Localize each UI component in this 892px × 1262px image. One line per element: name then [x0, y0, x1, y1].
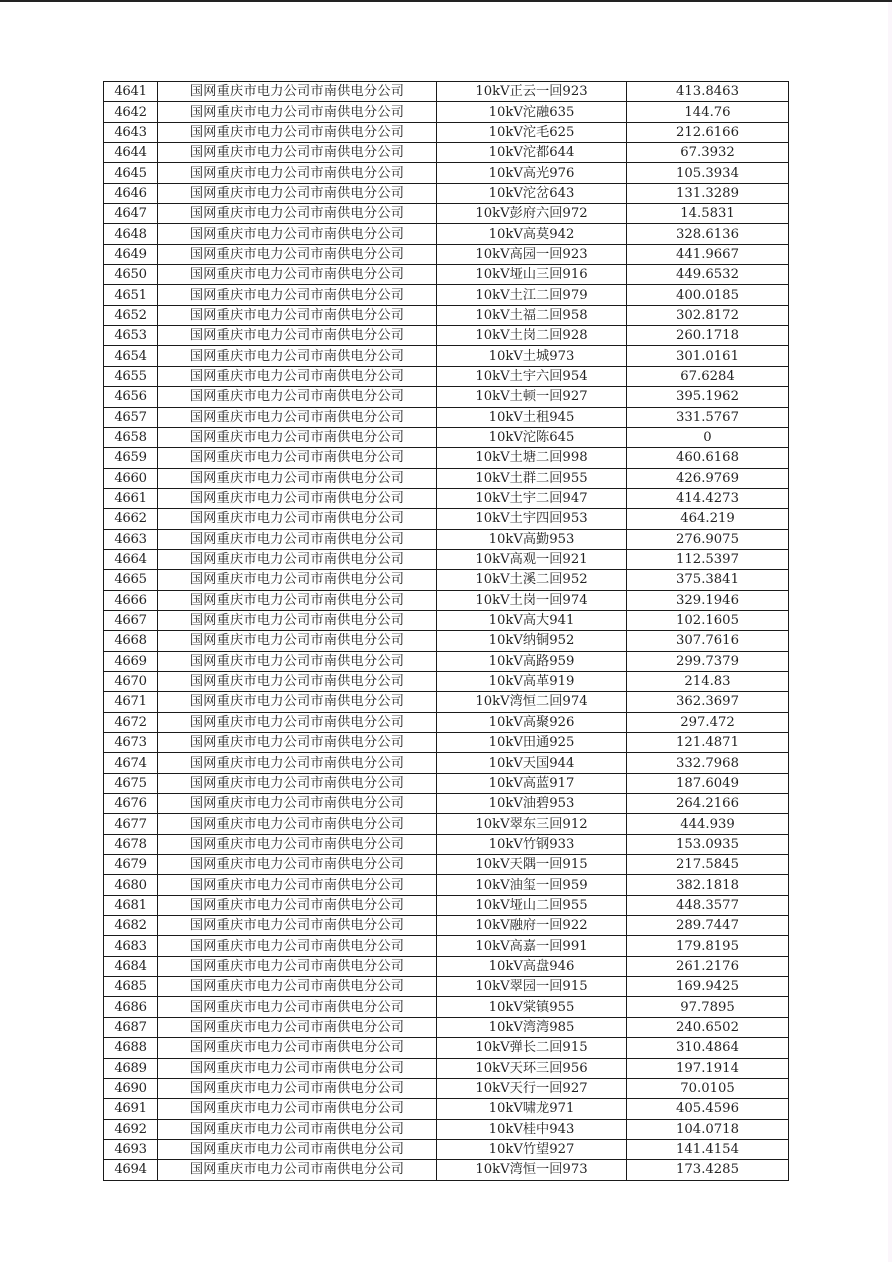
row-number-cell: 4676 [104, 794, 158, 814]
line-name-cell: 10kV啸龙971 [437, 1099, 627, 1119]
value-cell: 441.9667 [627, 244, 789, 264]
company-cell: 国网重庆市电力公司市南供电分公司 [158, 936, 437, 956]
row-number-cell: 4668 [104, 631, 158, 651]
value-cell: 310.4864 [627, 1038, 789, 1058]
row-number-cell: 4657 [104, 407, 158, 427]
row-number-cell: 4647 [104, 204, 158, 224]
table-row [104, 712, 789, 732]
line-name-cell: 10kV天国944 [437, 753, 627, 773]
row-number-cell: 4689 [104, 1058, 158, 1078]
company-cell: 国网重庆市电力公司市南供电分公司 [158, 855, 437, 875]
value-cell: 153.0935 [627, 834, 789, 854]
company-cell: 国网重庆市电力公司市南供电分公司 [158, 102, 437, 122]
company-cell: 国网重庆市电力公司市南供电分公司 [158, 529, 437, 549]
row-number-cell: 4653 [104, 326, 158, 346]
value-cell: 70.0105 [627, 1078, 789, 1098]
row-number-cell: 4652 [104, 305, 158, 325]
row-number-cell: 4671 [104, 692, 158, 712]
value-cell: 297.472 [627, 712, 789, 732]
company-cell: 国网重庆市电力公司市南供电分公司 [158, 712, 437, 732]
table-row [104, 733, 789, 753]
row-number-cell: 4661 [104, 488, 158, 508]
company-cell: 国网重庆市电力公司市南供电分公司 [158, 224, 437, 244]
line-name-cell: 10kV彭府六回972 [437, 204, 627, 224]
line-name-cell: 10kV高光976 [437, 163, 627, 183]
line-name-cell: 10kV高革919 [437, 671, 627, 691]
company-cell: 国网重庆市电力公司市南供电分公司 [158, 549, 437, 569]
value-cell: 276.9075 [627, 529, 789, 549]
company-cell: 国网重庆市电力公司市南供电分公司 [158, 794, 437, 814]
row-number-cell: 4644 [104, 143, 158, 163]
line-name-cell: 10kV油玺一回959 [437, 875, 627, 895]
line-name-cell: 10kV桂中943 [437, 1119, 627, 1139]
line-name-cell: 10kV正云一回923 [437, 82, 627, 102]
company-cell: 国网重庆市电力公司市南供电分公司 [158, 733, 437, 753]
value-cell: 197.1914 [627, 1058, 789, 1078]
company-cell: 国网重庆市电力公司市南供电分公司 [158, 509, 437, 529]
company-cell: 国网重庆市电力公司市南供电分公司 [158, 651, 437, 671]
company-cell: 国网重庆市电力公司市南供电分公司 [158, 1119, 437, 1139]
row-number-cell: 4673 [104, 733, 158, 753]
company-cell: 国网重庆市电力公司市南供电分公司 [158, 326, 437, 346]
line-name-cell: 10kV高园一回923 [437, 244, 627, 264]
value-cell: 97.7895 [627, 997, 789, 1017]
line-name-cell: 10kV垭山二回955 [437, 895, 627, 915]
value-cell: 405.4596 [627, 1099, 789, 1119]
table-row [104, 366, 789, 386]
table-row [104, 204, 789, 224]
table-row [104, 427, 789, 447]
value-cell: 173.4285 [627, 1160, 789, 1180]
company-cell: 国网重庆市电力公司市南供电分公司 [158, 692, 437, 712]
row-number-cell: 4680 [104, 875, 158, 895]
line-name-cell: 10kV棠镇955 [437, 997, 627, 1017]
row-number-cell: 4677 [104, 814, 158, 834]
company-cell: 国网重庆市电力公司市南供电分公司 [158, 305, 437, 325]
value-cell: 331.5767 [627, 407, 789, 427]
row-number-cell: 4674 [104, 753, 158, 773]
line-name-cell: 10kV翠东三回912 [437, 814, 627, 834]
company-cell: 国网重庆市电力公司市南供电分公司 [158, 82, 437, 102]
table-row [104, 895, 789, 915]
company-cell: 国网重庆市电力公司市南供电分公司 [158, 163, 437, 183]
row-number-cell: 4641 [104, 82, 158, 102]
company-cell: 国网重庆市电力公司市南供电分公司 [158, 346, 437, 366]
value-cell: 289.7447 [627, 916, 789, 936]
line-name-cell: 10kV土岗二回928 [437, 326, 627, 346]
row-number-cell: 4667 [104, 610, 158, 630]
value-cell: 67.6284 [627, 366, 789, 386]
table-row [104, 102, 789, 122]
company-cell: 国网重庆市电力公司市南供电分公司 [158, 448, 437, 468]
table-row [104, 671, 789, 691]
value-cell: 104.0718 [627, 1119, 789, 1139]
row-number-cell: 4658 [104, 427, 158, 447]
value-cell: 302.8172 [627, 305, 789, 325]
company-cell: 国网重庆市电力公司市南供电分公司 [158, 1099, 437, 1119]
line-name-cell: 10kV田通925 [437, 733, 627, 753]
row-number-cell: 4663 [104, 529, 158, 549]
table-row [104, 1017, 789, 1037]
company-cell: 国网重庆市电力公司市南供电分公司 [158, 671, 437, 691]
company-cell: 国网重庆市电力公司市南供电分公司 [158, 997, 437, 1017]
row-number-cell: 4654 [104, 346, 158, 366]
page-top-border [0, 0, 892, 2]
value-cell: 382.1818 [627, 875, 789, 895]
table-row [104, 285, 789, 305]
company-cell: 国网重庆市电力公司市南供电分公司 [158, 875, 437, 895]
row-number-cell: 4681 [104, 895, 158, 915]
company-cell: 国网重庆市电力公司市南供电分公司 [158, 265, 437, 285]
value-cell: 217.5845 [627, 855, 789, 875]
table-row [104, 794, 789, 814]
line-name-cell: 10kV土江二回979 [437, 285, 627, 305]
table-row [104, 590, 789, 610]
table-row [104, 773, 789, 793]
row-number-cell: 4660 [104, 468, 158, 488]
table-row [104, 570, 789, 590]
table-row [104, 1058, 789, 1078]
value-cell: 214.83 [627, 671, 789, 691]
value-cell: 444.939 [627, 814, 789, 834]
table-row [104, 183, 789, 203]
table-row [104, 224, 789, 244]
table-row [104, 855, 789, 875]
value-cell: 14.5831 [627, 204, 789, 224]
row-number-cell: 4664 [104, 549, 158, 569]
company-cell: 国网重庆市电力公司市南供电分公司 [158, 183, 437, 203]
company-cell: 国网重庆市电力公司市南供电分公司 [158, 488, 437, 508]
row-number-cell: 4655 [104, 366, 158, 386]
table-row [104, 305, 789, 325]
value-cell: 141.4154 [627, 1139, 789, 1159]
table-row [104, 509, 789, 529]
line-name-cell: 10kV翠园一回915 [437, 977, 627, 997]
line-name-cell: 10kV弹长二回915 [437, 1038, 627, 1058]
row-number-cell: 4690 [104, 1078, 158, 1098]
line-name-cell: 10kV高路959 [437, 651, 627, 671]
table-row [104, 488, 789, 508]
value-cell: 426.9769 [627, 468, 789, 488]
table-row [104, 468, 789, 488]
line-name-cell: 10kV湾恒二回974 [437, 692, 627, 712]
value-cell: 400.0185 [627, 285, 789, 305]
value-cell: 144.76 [627, 102, 789, 122]
line-name-cell: 10kV沱融635 [437, 102, 627, 122]
table-row [104, 1038, 789, 1058]
line-name-cell: 10kV湾恒一回973 [437, 1160, 627, 1180]
line-name-cell: 10kV高观一回921 [437, 549, 627, 569]
line-name-cell: 10kV土宇二回947 [437, 488, 627, 508]
table-row [104, 122, 789, 142]
table-row [104, 346, 789, 366]
row-number-cell: 4686 [104, 997, 158, 1017]
row-number-cell: 4645 [104, 163, 158, 183]
line-name-cell: 10kV高勤953 [437, 529, 627, 549]
line-name-cell: 10kV土顿一回927 [437, 387, 627, 407]
table-row [104, 610, 789, 630]
company-cell: 国网重庆市电力公司市南供电分公司 [158, 1078, 437, 1098]
value-cell: 329.1946 [627, 590, 789, 610]
value-cell: 112.5397 [627, 549, 789, 569]
line-name-cell: 10kV融府一回922 [437, 916, 627, 936]
line-name-cell: 10kV沱都644 [437, 143, 627, 163]
row-number-cell: 4679 [104, 855, 158, 875]
company-cell: 国网重庆市电力公司市南供电分公司 [158, 814, 437, 834]
value-cell: 395.1962 [627, 387, 789, 407]
table-row [104, 651, 789, 671]
table-row [104, 244, 789, 264]
row-number-cell: 4650 [104, 265, 158, 285]
company-cell: 国网重庆市电力公司市南供电分公司 [158, 1038, 437, 1058]
row-number-cell: 4665 [104, 570, 158, 590]
table-row [104, 631, 789, 651]
line-name-cell: 10kV沱毛625 [437, 122, 627, 142]
value-cell: 413.8463 [627, 82, 789, 102]
value-cell: 375.3841 [627, 570, 789, 590]
table-row [104, 407, 789, 427]
value-cell: 67.3932 [627, 143, 789, 163]
value-cell: 212.6166 [627, 122, 789, 142]
value-cell: 131.3289 [627, 183, 789, 203]
row-number-cell: 4678 [104, 834, 158, 854]
table-row [104, 82, 789, 102]
table-row [104, 916, 789, 936]
company-cell: 国网重庆市电力公司市南供电分公司 [158, 916, 437, 936]
value-cell: 448.3577 [627, 895, 789, 915]
value-cell: 261.2176 [627, 956, 789, 976]
table-row [104, 977, 789, 997]
company-cell: 国网重庆市电力公司市南供电分公司 [158, 1058, 437, 1078]
line-name-cell: 10kV高蓝917 [437, 773, 627, 793]
company-cell: 国网重庆市电力公司市南供电分公司 [158, 366, 437, 386]
row-number-cell: 4691 [104, 1099, 158, 1119]
line-name-cell: 10kV沱陈645 [437, 427, 627, 447]
company-cell: 国网重庆市电力公司市南供电分公司 [158, 956, 437, 976]
line-name-cell: 10kV高聚926 [437, 712, 627, 732]
line-name-cell: 10kV高大941 [437, 610, 627, 630]
row-number-cell: 4683 [104, 936, 158, 956]
line-name-cell: 10kV湾湾985 [437, 1017, 627, 1037]
value-cell: 240.6502 [627, 1017, 789, 1037]
line-name-cell: 10kV竹钢933 [437, 834, 627, 854]
line-name-cell: 10kV土群二回955 [437, 468, 627, 488]
line-name-cell: 10kV土宇四回953 [437, 509, 627, 529]
company-cell: 国网重庆市电力公司市南供电分公司 [158, 834, 437, 854]
line-name-cell: 10kV土福二回958 [437, 305, 627, 325]
line-name-cell: 10kV天环三回956 [437, 1058, 627, 1078]
value-cell: 299.7379 [627, 651, 789, 671]
row-number-cell: 4659 [104, 448, 158, 468]
table-row [104, 1139, 789, 1159]
line-name-cell: 10kV天隅一回915 [437, 855, 627, 875]
row-number-cell: 4643 [104, 122, 158, 142]
table-row [104, 997, 789, 1017]
company-cell: 国网重庆市电力公司市南供电分公司 [158, 590, 437, 610]
table-row [104, 814, 789, 834]
value-cell: 414.4273 [627, 488, 789, 508]
line-name-cell: 10kV高盘946 [437, 956, 627, 976]
company-cell: 国网重庆市电力公司市南供电分公司 [158, 143, 437, 163]
value-cell: 187.6049 [627, 773, 789, 793]
row-number-cell: 4642 [104, 102, 158, 122]
company-cell: 国网重庆市电力公司市南供电分公司 [158, 895, 437, 915]
table-row [104, 1099, 789, 1119]
row-number-cell: 4684 [104, 956, 158, 976]
table-row [104, 448, 789, 468]
company-cell: 国网重庆市电力公司市南供电分公司 [158, 204, 437, 224]
row-number-cell: 4675 [104, 773, 158, 793]
company-cell: 国网重庆市电力公司市南供电分公司 [158, 1017, 437, 1037]
row-number-cell: 4692 [104, 1119, 158, 1139]
row-number-cell: 4646 [104, 183, 158, 203]
value-cell: 169.9425 [627, 977, 789, 997]
company-cell: 国网重庆市电力公司市南供电分公司 [158, 570, 437, 590]
table-body [104, 82, 789, 1181]
value-cell: 102.1605 [627, 610, 789, 630]
line-name-cell: 10kV土租945 [437, 407, 627, 427]
row-number-cell: 4685 [104, 977, 158, 997]
page-right-edge [888, 2, 892, 1262]
line-name-cell: 10kV土岗一回974 [437, 590, 627, 610]
value-cell: 105.3934 [627, 163, 789, 183]
company-cell: 国网重庆市电力公司市南供电分公司 [158, 244, 437, 264]
company-cell: 国网重庆市电力公司市南供电分公司 [158, 610, 437, 630]
table-row [104, 956, 789, 976]
table-row [104, 265, 789, 285]
feeder-data-table [103, 81, 789, 1181]
line-name-cell: 10kV土溪二回952 [437, 570, 627, 590]
row-number-cell: 4656 [104, 387, 158, 407]
company-cell: 国网重庆市电力公司市南供电分公司 [158, 468, 437, 488]
line-name-cell: 10kV高嘉一回991 [437, 936, 627, 956]
value-cell: 362.3697 [627, 692, 789, 712]
row-number-cell: 4651 [104, 285, 158, 305]
row-number-cell: 4670 [104, 671, 158, 691]
row-number-cell: 4682 [104, 916, 158, 936]
row-number-cell: 4648 [104, 224, 158, 244]
company-cell: 国网重庆市电力公司市南供电分公司 [158, 1160, 437, 1180]
table-row [104, 753, 789, 773]
row-number-cell: 4662 [104, 509, 158, 529]
row-number-cell: 4687 [104, 1017, 158, 1037]
table-row [104, 1160, 789, 1180]
value-cell: 328.6136 [627, 224, 789, 244]
table-row [104, 326, 789, 346]
table-row [104, 834, 789, 854]
row-number-cell: 4649 [104, 244, 158, 264]
table-row [104, 1078, 789, 1098]
row-number-cell: 4669 [104, 651, 158, 671]
table-row [104, 387, 789, 407]
value-cell: 260.1718 [627, 326, 789, 346]
line-name-cell: 10kV垭山三回916 [437, 265, 627, 285]
line-name-cell: 10kV油碧953 [437, 794, 627, 814]
table-row [104, 529, 789, 549]
company-cell: 国网重庆市电力公司市南供电分公司 [158, 773, 437, 793]
table-row [104, 875, 789, 895]
value-cell: 460.6168 [627, 448, 789, 468]
line-name-cell: 10kV竹望927 [437, 1139, 627, 1159]
value-cell: 121.4871 [627, 733, 789, 753]
row-number-cell: 4666 [104, 590, 158, 610]
line-name-cell: 10kV土城973 [437, 346, 627, 366]
company-cell: 国网重庆市电力公司市南供电分公司 [158, 753, 437, 773]
table-row [104, 1119, 789, 1139]
value-cell: 179.8195 [627, 936, 789, 956]
company-cell: 国网重庆市电力公司市南供电分公司 [158, 977, 437, 997]
row-number-cell: 4688 [104, 1038, 158, 1058]
table-row [104, 163, 789, 183]
line-name-cell: 10kV沱岔643 [437, 183, 627, 203]
row-number-cell: 4672 [104, 712, 158, 732]
row-number-cell: 4693 [104, 1139, 158, 1159]
company-cell: 国网重庆市电力公司市南供电分公司 [158, 122, 437, 142]
value-cell: 449.6532 [627, 265, 789, 285]
table-row [104, 936, 789, 956]
value-cell: 464.219 [627, 509, 789, 529]
value-cell: 301.0161 [627, 346, 789, 366]
value-cell: 264.2166 [627, 794, 789, 814]
line-name-cell: 10kV土宇六回954 [437, 366, 627, 386]
company-cell: 国网重庆市电力公司市南供电分公司 [158, 387, 437, 407]
value-cell: 307.7616 [627, 631, 789, 651]
line-name-cell: 10kV高莫942 [437, 224, 627, 244]
company-cell: 国网重庆市电力公司市南供电分公司 [158, 631, 437, 651]
value-cell: 0 [627, 427, 789, 447]
value-cell: 332.7968 [627, 753, 789, 773]
table-row [104, 143, 789, 163]
line-name-cell: 10kV纳铜952 [437, 631, 627, 651]
company-cell: 国网重庆市电力公司市南供电分公司 [158, 407, 437, 427]
table-row [104, 549, 789, 569]
company-cell: 国网重庆市电力公司市南供电分公司 [158, 1139, 437, 1159]
company-cell: 国网重庆市电力公司市南供电分公司 [158, 285, 437, 305]
line-name-cell: 10kV土塘二回998 [437, 448, 627, 468]
row-number-cell: 4694 [104, 1160, 158, 1180]
table-row [104, 692, 789, 712]
company-cell: 国网重庆市电力公司市南供电分公司 [158, 427, 437, 447]
line-name-cell: 10kV天行一回927 [437, 1078, 627, 1098]
